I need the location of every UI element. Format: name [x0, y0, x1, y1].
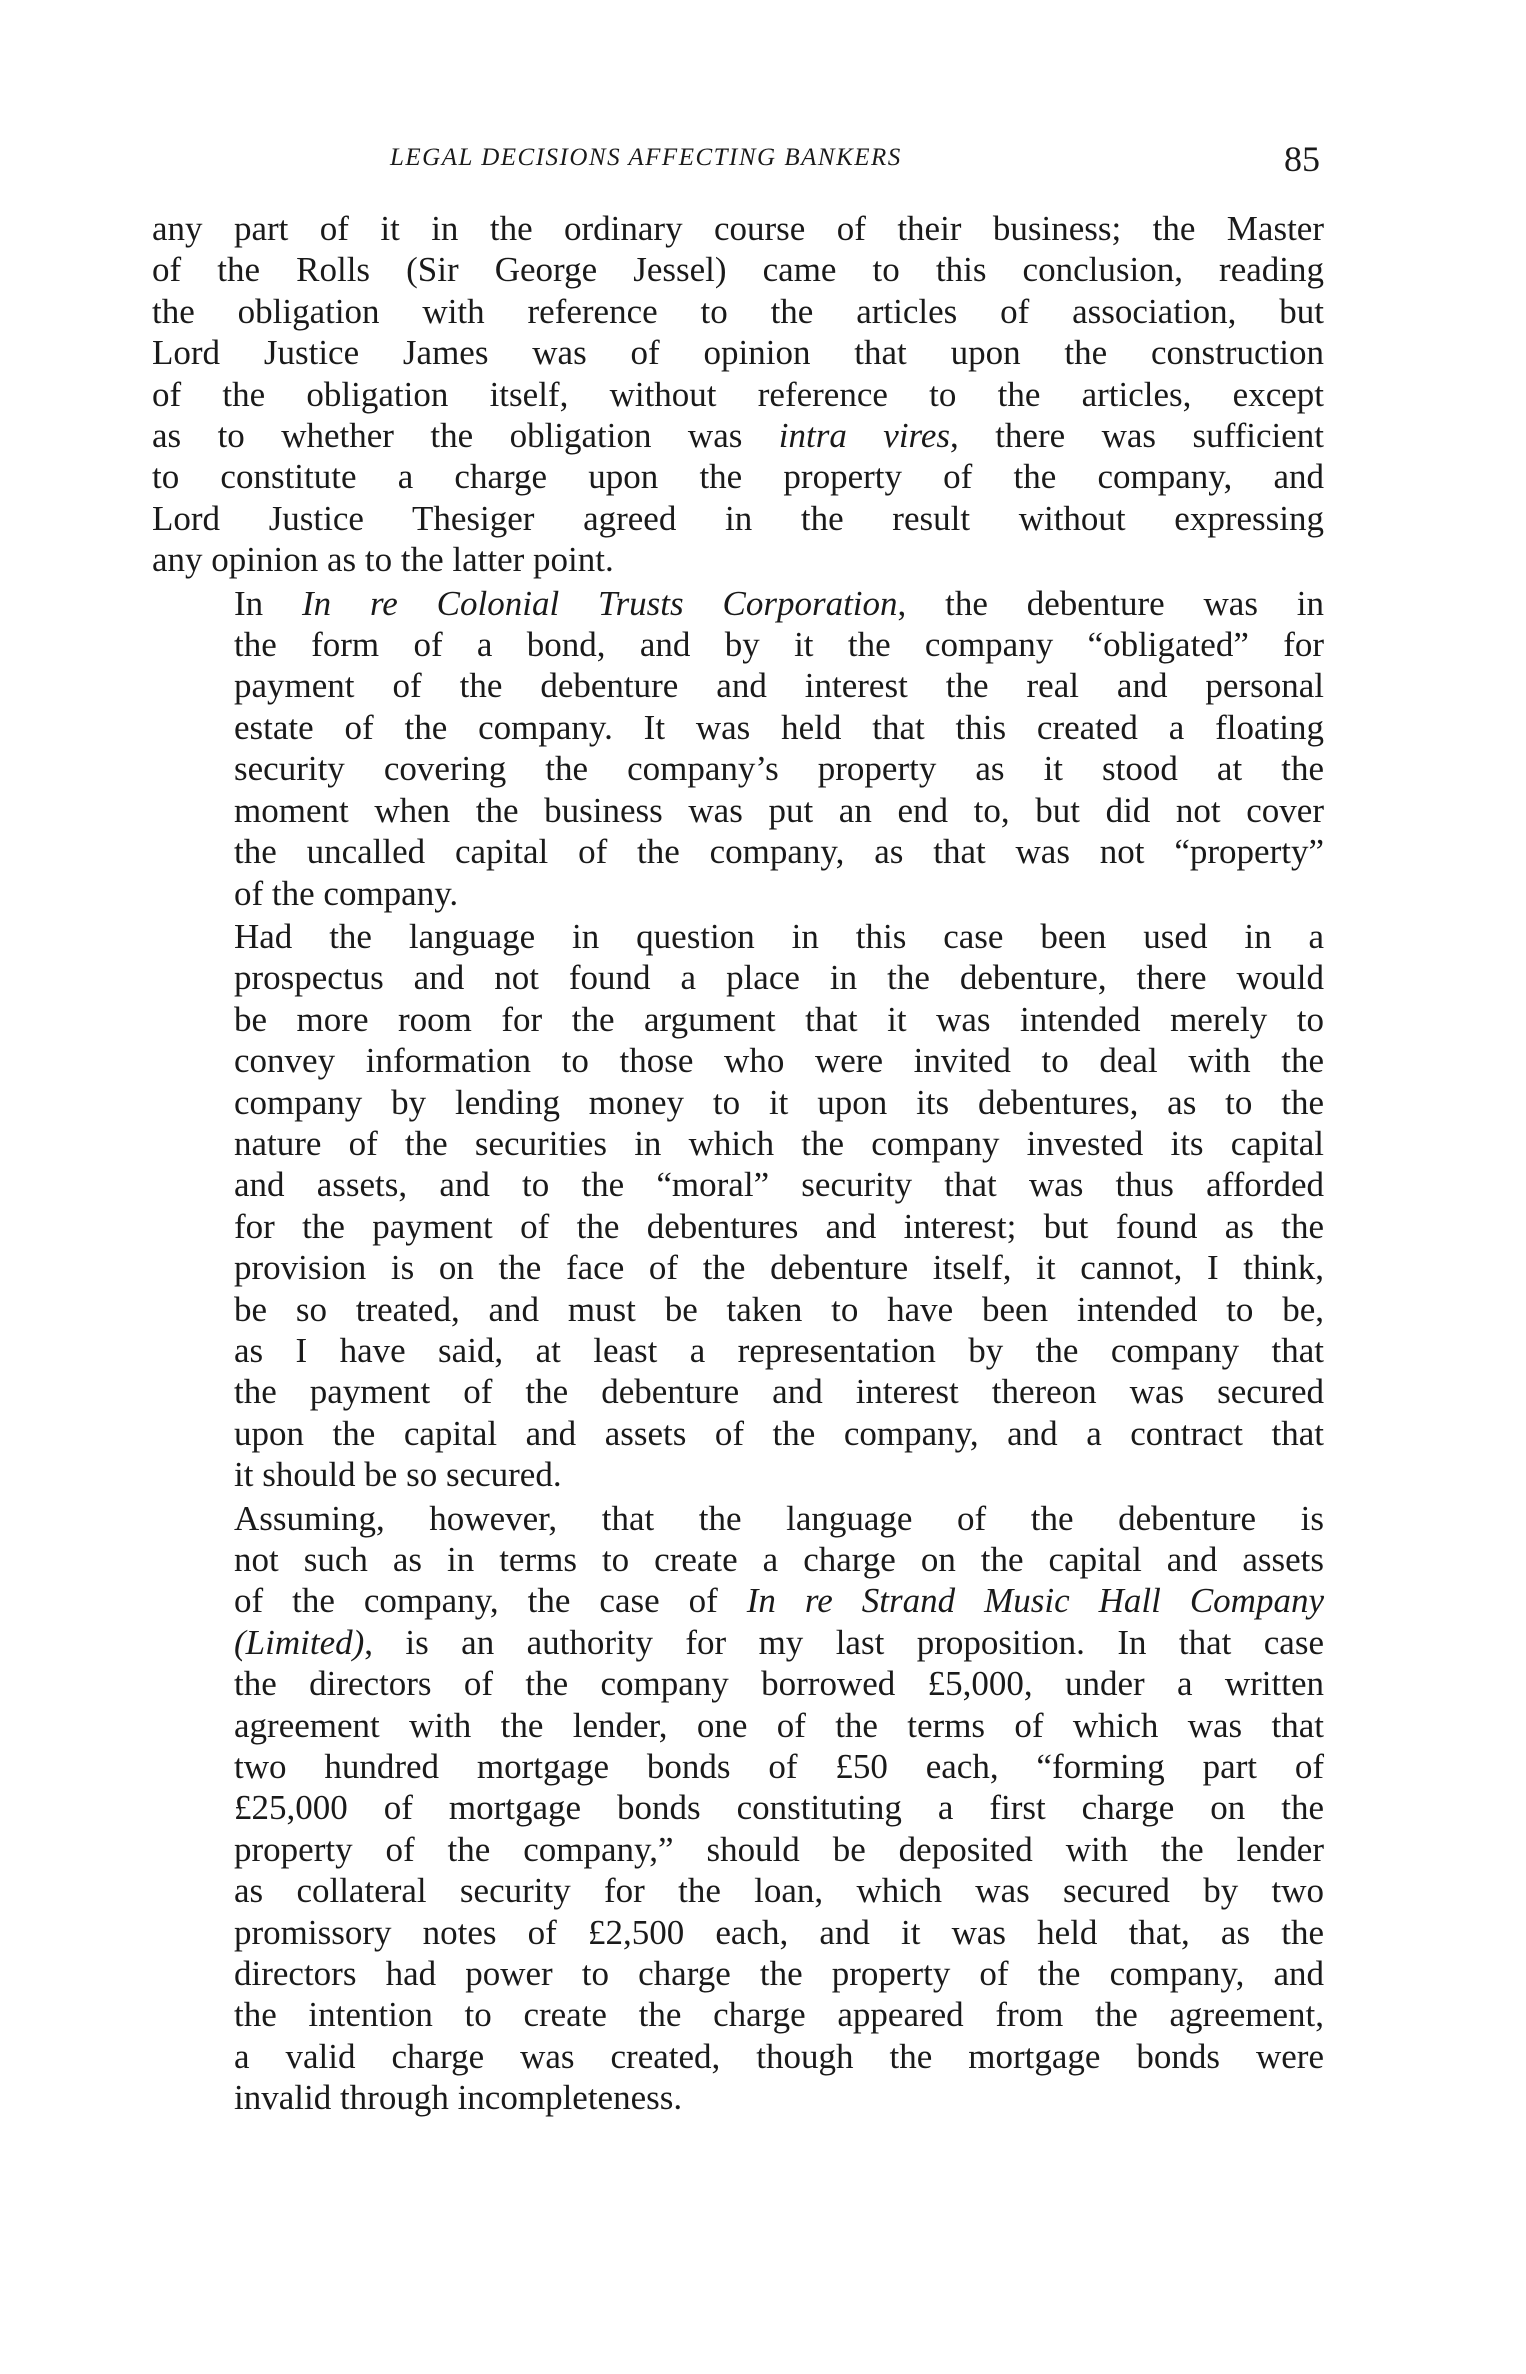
text-line: be so treated, and must be taken to have been intended to be, — [234, 1289, 1324, 1329]
text-line: provision is on the face of the debenture itself, it cannot, I think, — [234, 1248, 1324, 1288]
text-line: the uncalled capital of the company, as that was not “property” — [234, 832, 1324, 872]
text-line: upon the capital and assets of the company, and a contract that — [234, 1413, 1324, 1453]
text-line: nature of the securities in which the company invested its capital — [234, 1123, 1324, 1163]
paragraph-4 — [152, 1498, 1324, 2119]
italic-text: In re Strand Music Hall Company — [746, 1581, 1324, 1621]
text-line: Lord Justice James was of opinion that upon the construction — [152, 333, 1324, 373]
text-line: of the company, the case of In re Strand Music Hall Company — [234, 1581, 1324, 1621]
italic-text: In re Colonial Trusts Corporation — [302, 583, 898, 623]
text-line: £25,000 of mortgage bonds constituting a first charge on the — [234, 1788, 1324, 1828]
running-title: LEGAL DECISIONS AFFECTING BANKERS — [390, 144, 902, 171]
text-line: any part of it in the ordinary course of their business; the Master — [152, 209, 1324, 248]
text-line: convey information to those who were invited to deal with the — [234, 1041, 1324, 1081]
text-line: security covering the company’s property as it stood at the — [234, 749, 1324, 789]
text-line: Had the language in question in this case been used in a — [234, 916, 1324, 956]
paragraph-3 — [152, 916, 1324, 1496]
italic-text: (Limited) — [234, 1622, 365, 1662]
text-line: In In re Colonial Trusts Corporation, the debenture was in — [234, 583, 1325, 623]
text-line: as to whether the obligation was intra vires, there was sufficient — [152, 416, 1324, 456]
text-line: it should be so secured. — [234, 1455, 562, 1495]
text-line: as I have said, at least a representation by the company that — [234, 1330, 1324, 1370]
text-line: the payment of the debenture and interest thereon was secured — [234, 1372, 1324, 1412]
text-line: moment when the business was put an end to, but did not cover — [234, 790, 1324, 830]
text-line: any opinion as to the latter point. — [152, 540, 614, 580]
text-line: as collateral security for the loan, which was secured by two — [234, 1871, 1324, 1911]
page-number: 85 — [1284, 139, 1320, 179]
text-line: Assuming, however, that the language of the debenture is — [234, 1498, 1324, 1538]
text-line: not such as in terms to create a charge on the capital and assets — [234, 1540, 1324, 1579]
text-line: prospectus and not found a place in the debenture, there would — [234, 958, 1324, 998]
text-line: property of the company,” should be deposited with the lender — [234, 1829, 1324, 1869]
text-line: be more room for the argument that it was intended merely to — [234, 999, 1324, 1039]
text-line: Lord Justice Thesiger agreed in the result without expressing — [152, 498, 1324, 538]
text-line: invalid through incompleteness. — [234, 2078, 683, 2118]
text-line: for the payment of the debentures and interest; but found as the — [234, 1206, 1324, 1246]
text-line: agreement with the lender, one of the terms of which was that — [234, 1705, 1324, 1745]
text-line: the form of a bond, and by it the company “obligated” for — [234, 625, 1324, 665]
text-line: estate of the company. It was held that this created a floating — [234, 707, 1324, 747]
text-line: (Limited), is an authority for my last proposition. In that case — [234, 1622, 1324, 1662]
paragraph-2 — [152, 583, 1324, 914]
text-line: a valid charge was created, though the mortgage bonds were — [234, 2036, 1324, 2076]
text-line: of the company. — [234, 873, 459, 913]
text-line: to constitute a charge upon the property of the company, and — [152, 457, 1324, 497]
text-line: the obligation with reference to the articles of association, but — [152, 291, 1324, 331]
paragraph-1 — [152, 208, 1324, 581]
page-header — [150, 138, 1330, 188]
italic-text: intra vires — [778, 416, 951, 456]
text-line: payment of the debenture and interest the real and personal — [234, 666, 1324, 706]
text-line: the intention to create the charge appeared from the agreement, — [234, 1995, 1324, 2035]
text-line: of the Rolls (Sir George Jessel) came to this conclusion, reading — [152, 250, 1324, 290]
body-text — [152, 208, 1324, 2119]
text-line: two hundred mortgage bonds of £50 each, “forming part of — [234, 1747, 1324, 1787]
text-line: promissory notes of £2,500 each, and it was held that, as the — [234, 1912, 1324, 1952]
text-line: the directors of the company borrowed £5,000, under a written — [234, 1664, 1324, 1704]
text-line: of the obligation itself, without reference to the articles, except — [152, 374, 1324, 414]
text-line: directors had power to charge the property of the company, and — [234, 1954, 1324, 1994]
text-line: company by lending money to it upon its debentures, as to the — [234, 1082, 1324, 1122]
text-line: and assets, and to the “moral” security that was thus afforded — [234, 1165, 1324, 1205]
